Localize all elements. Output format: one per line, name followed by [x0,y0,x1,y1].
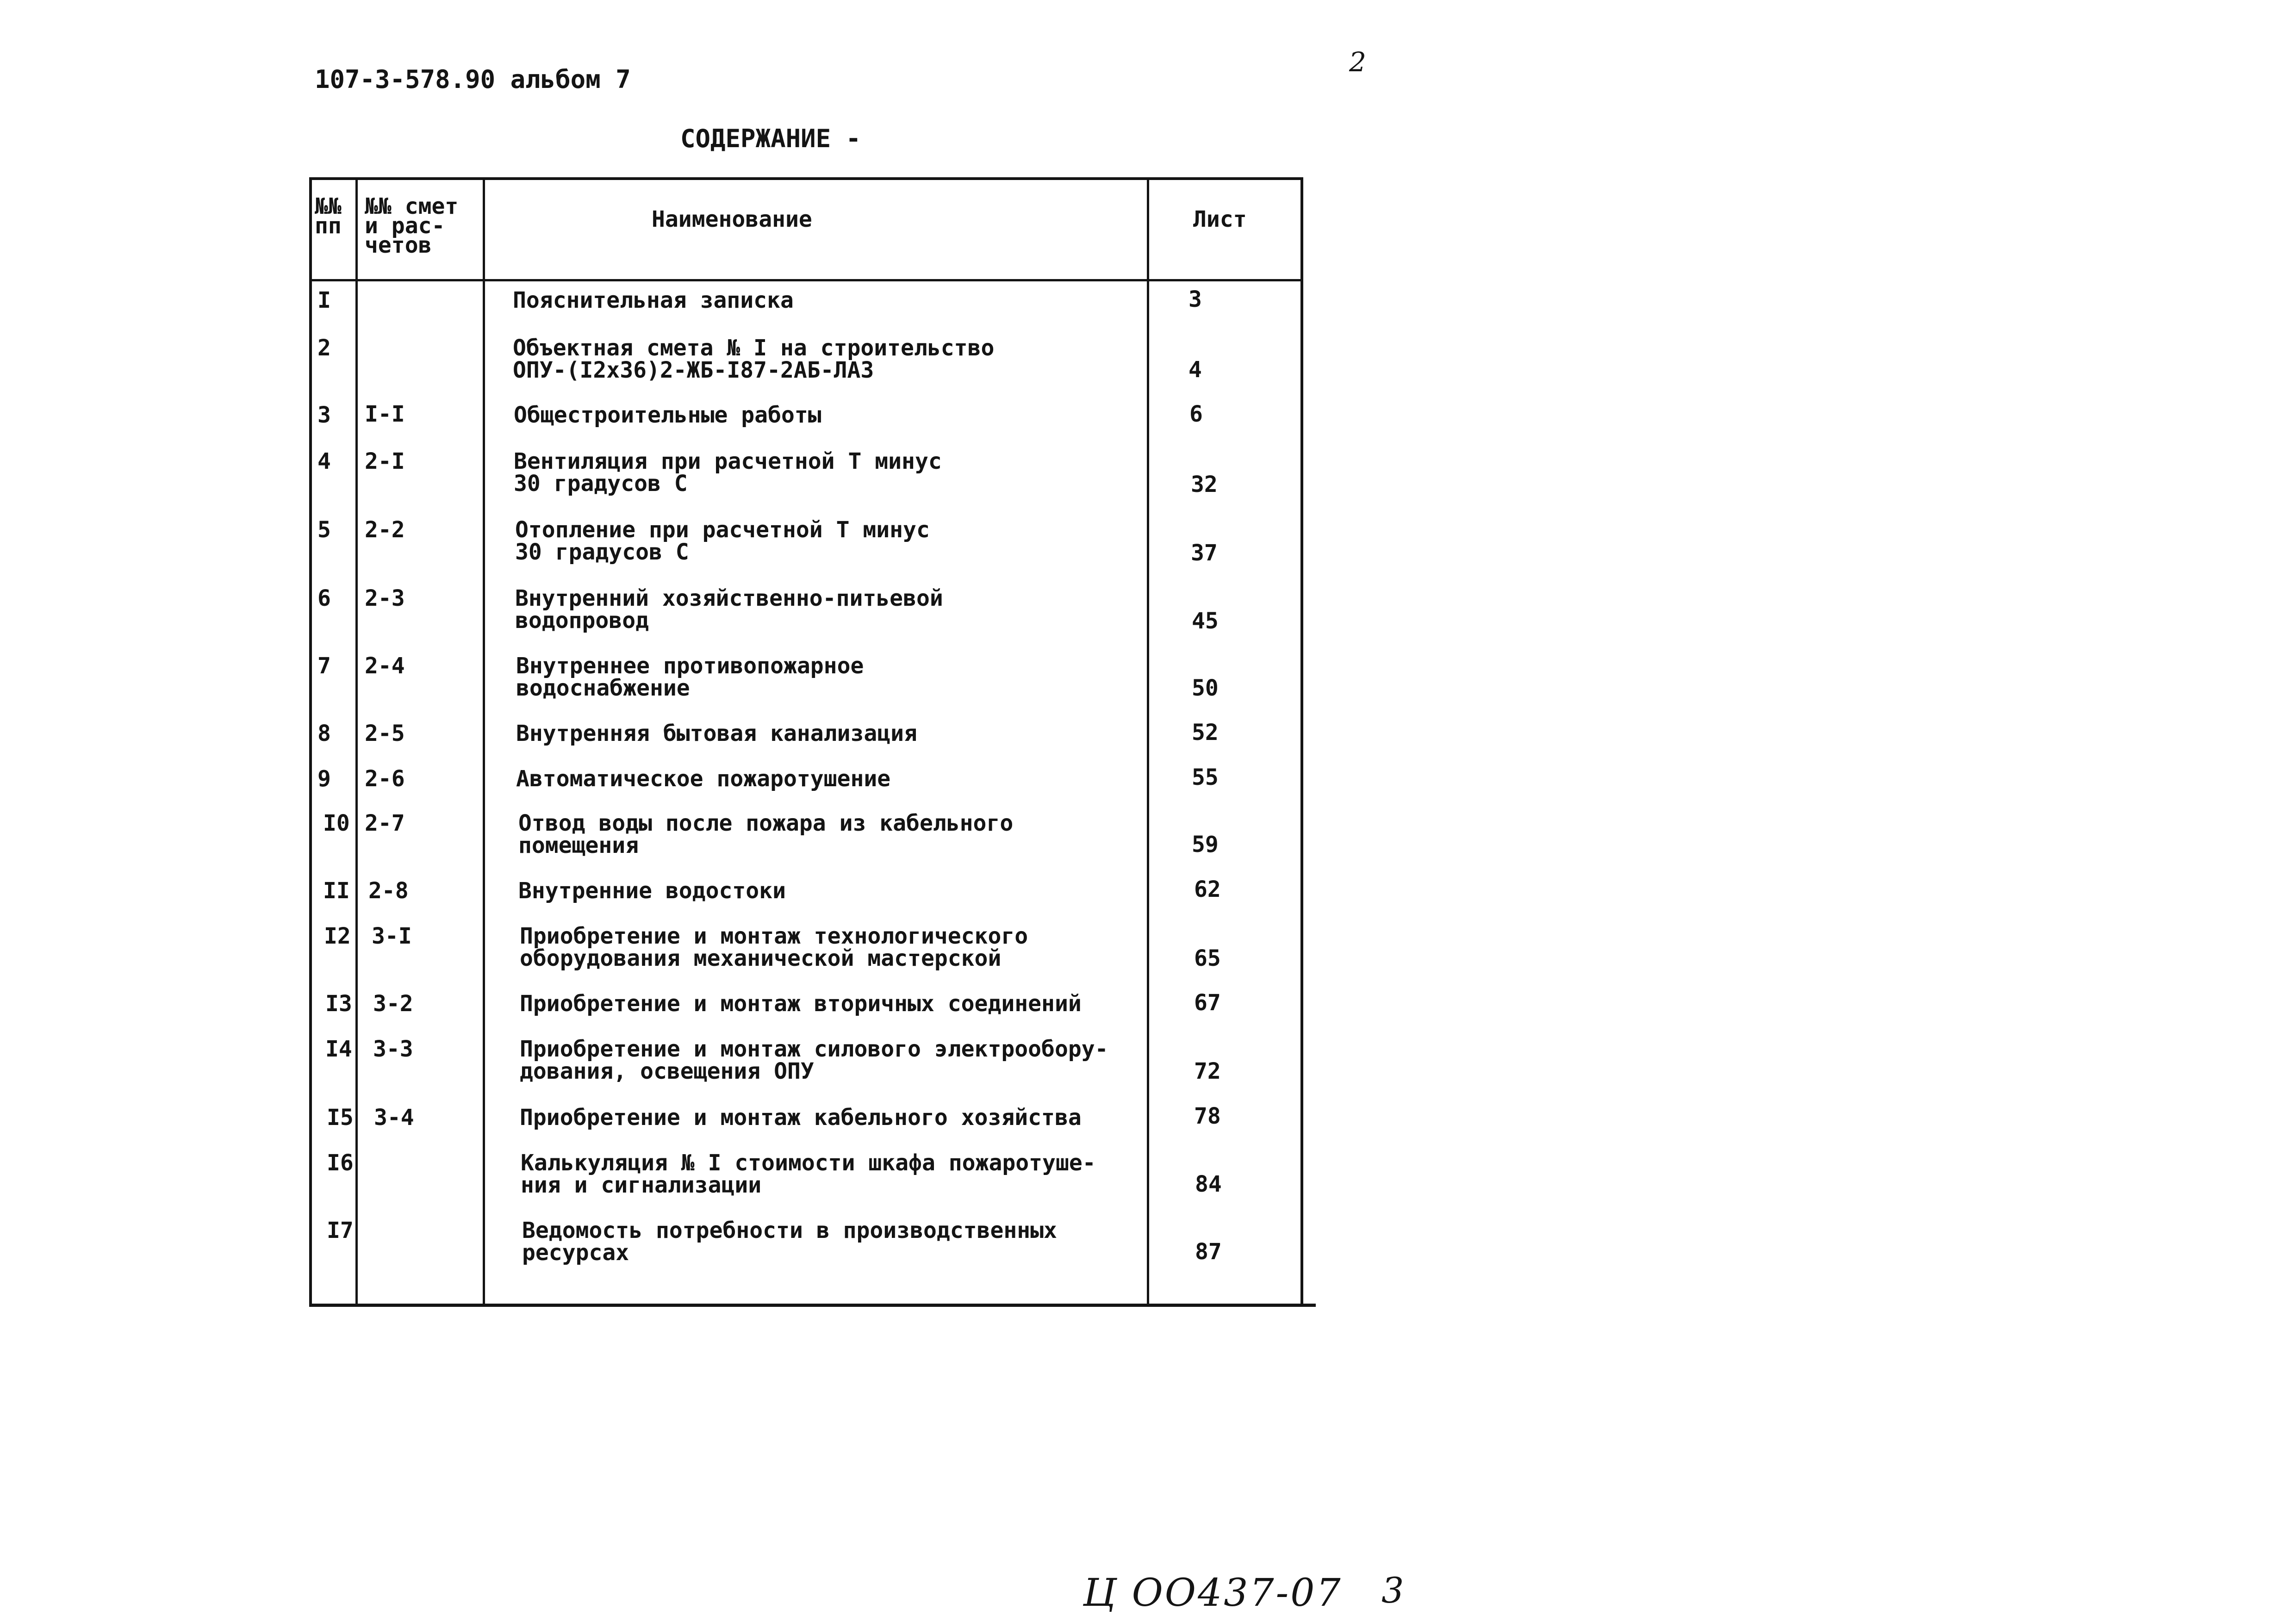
row-number: I7 [327,1218,354,1243]
row-estimate-code: 2-4 [365,653,405,679]
row-name: Пояснительная записка [513,287,794,313]
row-sheet: 67 [1194,990,1221,1016]
row-sheet: 32 [1191,472,1218,497]
row-number: I3 [325,991,352,1017]
row-name: Внутреннее противопожарное водоснабжение [516,653,864,701]
row-sheet: 50 [1192,675,1219,701]
row-number: I6 [327,1150,354,1176]
row-sheet: 62 [1194,876,1221,902]
column-divider-1 [355,177,358,1306]
archive-code: Ц ОО437-07 [1083,1571,1343,1615]
row-estimate-code: 3-I [372,923,412,949]
table-top-border [309,177,1303,180]
row-estimate-code: 2-6 [365,766,405,792]
table-left-border [309,177,312,1306]
header-name: Наименование [652,206,812,232]
row-estimate-code: I-I [365,401,405,427]
row-sheet: 78 [1194,1103,1221,1129]
row-name: Общестроительные работы [514,402,821,428]
document-code: 107-3-578.90 альбом 7 [315,65,631,94]
page-title: СОДЕРЖАНИЕ - [680,124,861,153]
row-estimate-code: 2-8 [368,878,409,904]
row-number: II [323,878,350,904]
row-name: Объектная смета № I на строительство ОПУ-(I2х36)2-ЖБ-I87-2АБ-ЛАЗ [513,335,995,383]
row-number: I4 [325,1036,352,1062]
row-sheet: 55 [1192,764,1219,790]
row-name: Приобретение и монтаж кабельного хозяйства [520,1105,1082,1131]
row-sheet: 4 [1188,357,1202,383]
row-name: Отопление при расчетной Т минус 30 градусов С [515,517,930,565]
row-name: Приобретение и монтаж вторичных соединений [520,991,1082,1017]
row-name: Внутренние водостоки [518,878,786,904]
row-name: Внутренняя бытовая канализация [516,721,917,746]
row-sheet: 84 [1195,1171,1222,1197]
row-number: 8 [317,721,331,746]
row-sheet: 52 [1192,720,1219,746]
row-number: I2 [324,923,351,949]
row-number: 9 [317,766,331,792]
row-number: 7 [317,653,331,679]
row-number: 2 [317,335,331,361]
row-sheet: 72 [1194,1058,1221,1084]
row-estimate-code: 3-4 [374,1105,414,1131]
row-number: I [317,287,331,313]
row-name: Автоматическое пожаротушение [516,766,891,792]
row-number: 6 [317,585,331,611]
header-number: №№ пп [315,193,342,239]
column-divider-2 [483,177,485,1306]
row-number: 3 [317,402,331,428]
row-estimate-code: 2-7 [365,810,405,836]
row-estimate-code: 3-2 [373,991,413,1017]
row-number: 5 [317,517,331,543]
table-bottom-border [309,1304,1316,1307]
row-name: Вентиляция при расчетной Т минус 30 градусов С [514,448,942,497]
row-number: 4 [317,448,331,474]
archive-page-number: 3 [1381,1570,1404,1611]
contents-table [309,177,1303,1306]
row-sheet: 87 [1195,1239,1222,1265]
row-name: Приобретение и монтаж технологического оборудования механической мастерской [520,923,1028,971]
row-estimate-code: 2-3 [365,585,405,611]
row-sheet: 6 [1189,401,1203,427]
header-divider [309,279,1303,281]
row-sheet: 59 [1192,832,1219,858]
row-sheet: 37 [1191,540,1218,566]
row-number: I5 [327,1105,354,1131]
row-number: I0 [323,810,350,836]
row-name: Калькуляция № I стоимости шкафа пожаротуше- ния и сигнализации [521,1150,1096,1198]
row-estimate-code: 2-2 [365,517,405,543]
table-right-border [1300,177,1303,1306]
header-estimate-code: №№ смет и рас- четов [365,193,459,258]
page-number: 2 [1349,46,1366,78]
row-estimate-code: 2-5 [365,721,405,746]
row-estimate-code: 2-I [365,448,405,474]
row-estimate-code: 3-3 [373,1036,413,1062]
row-sheet: 45 [1192,608,1219,634]
row-name: Отвод воды после пожара из кабельного помещения [518,810,1014,858]
row-name: Ведомость потребности в производственных ресурсах [522,1218,1057,1266]
header-sheet: Лист [1193,206,1247,232]
row-sheet: 3 [1188,286,1202,312]
row-name: Внутренний хозяйственно-питьевой водопровод [515,585,943,634]
row-name: Приобретение и монтаж силового электрообору- дования, освещения ОПУ [520,1036,1108,1084]
row-sheet: 65 [1194,945,1221,971]
